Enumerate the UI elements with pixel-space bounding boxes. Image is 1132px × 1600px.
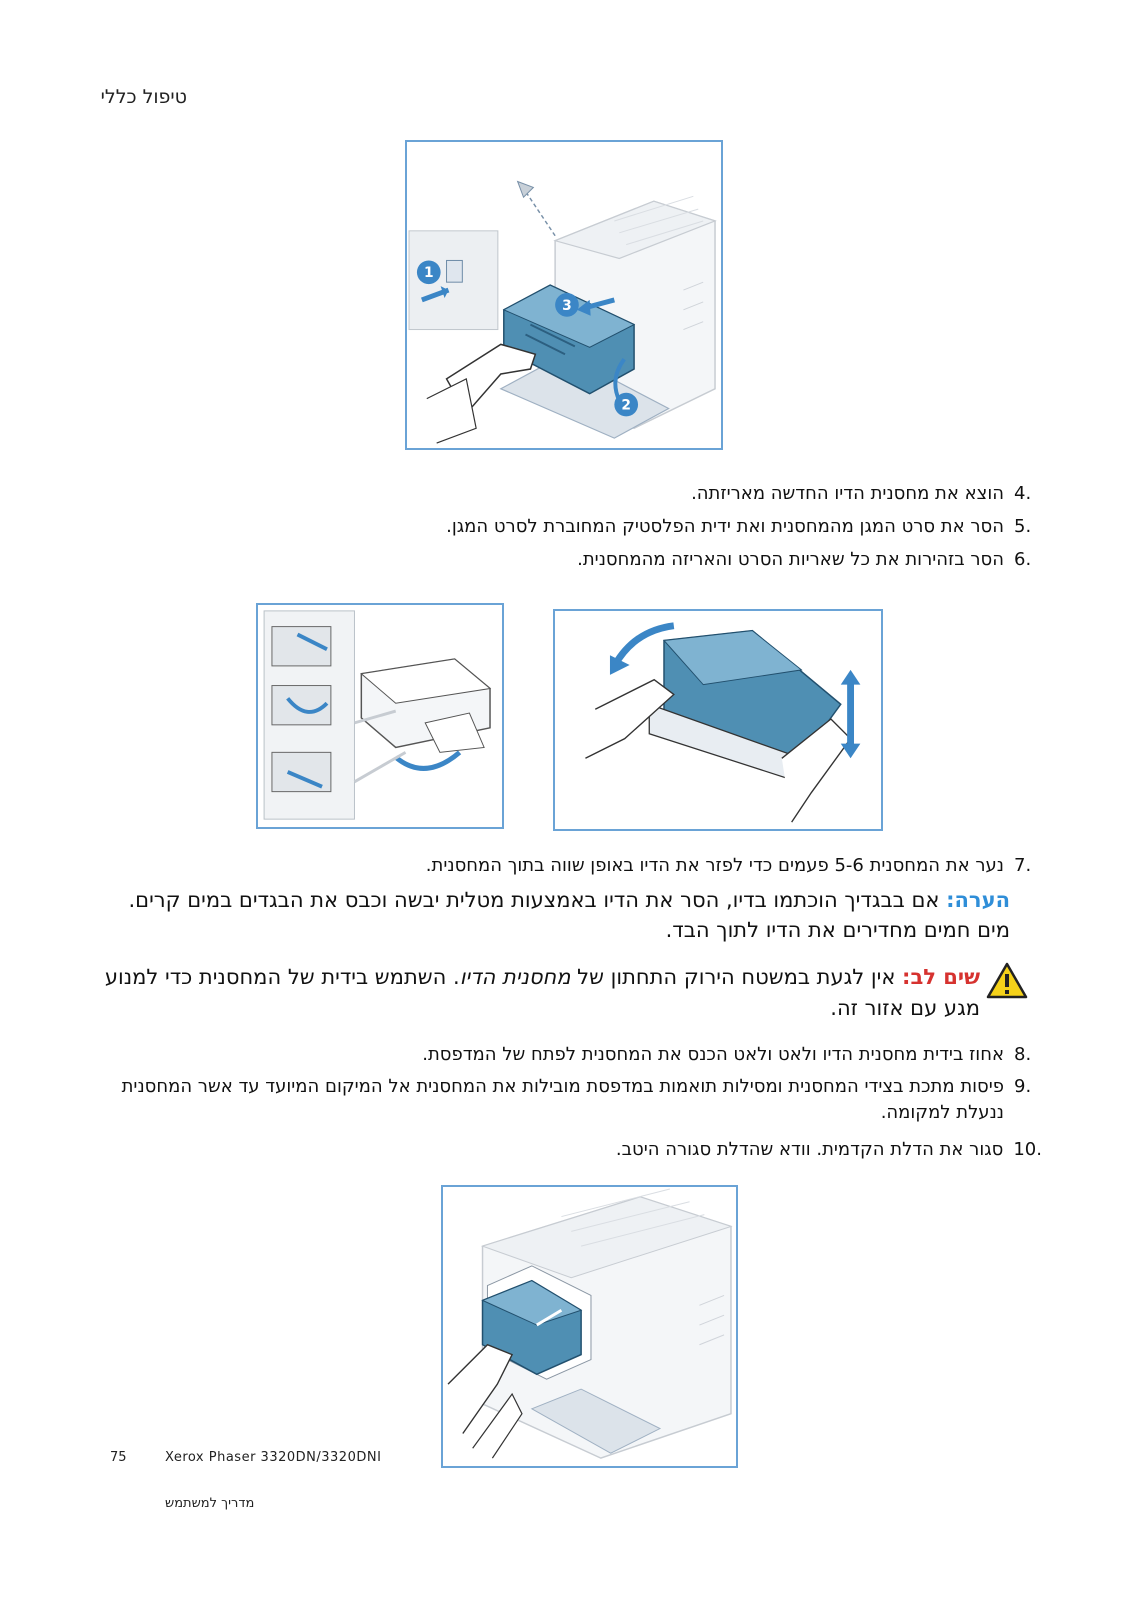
step-10-number: 10. [1013, 1139, 1042, 1160]
figure-remove-tape [256, 603, 504, 829]
step-8-number: 8. [1014, 1044, 1032, 1065]
step-5-text: הסר את סרט המגן מהמחסנית ואת ידית הפלסטיק המחוברת לסרט המגן. [446, 516, 1004, 537]
step-10 [110, 1137, 1042, 1163]
figure-insert-cartridge [441, 1185, 738, 1468]
step-4 [110, 481, 1042, 507]
callout-1 [417, 260, 441, 284]
note [100, 885, 1010, 945]
footer-guide: מדריך למשתמש [165, 1496, 255, 1511]
svg-text:2: 2 [621, 397, 631, 414]
step-8 [110, 1042, 1042, 1068]
caution [100, 962, 1028, 1024]
step-7 [110, 853, 1042, 879]
svg-text:3: 3 [562, 297, 572, 314]
step-5-number: 5. [1014, 516, 1032, 537]
note-label: הערה: [946, 888, 1010, 912]
shake-illustration [555, 611, 881, 829]
step-6-number: 6. [1014, 549, 1032, 570]
warning-icon [986, 962, 1028, 1004]
insert-illustration [443, 1187, 736, 1466]
step-7-text: נער את המחסנית 5-6 פעמים כדי לפזר את הדיו באופן שווה בתוך המחסנית. [425, 855, 1004, 876]
caution-text-before: אין לגעת במשטח הירוק התחתון של [570, 965, 896, 989]
step-4-number: 4. [1014, 483, 1032, 504]
figure-shake-cartridge [553, 609, 883, 831]
step-9-text: פיסות מתכת בצידי המחסנית ומסילות תואמות במדפסת מובילות את המחסנית אל המיקום המיועד עד אשר המחסנית ננעלת למקומה. [121, 1076, 1004, 1123]
page-number: 75 [110, 1450, 127, 1465]
step-9 [110, 1074, 1042, 1126]
step-8-text: אחוז בידית מחסנית הדיו ולאט ולאט הכנס את המחסנית לפתח של המדפסת. [422, 1044, 1004, 1065]
step-6 [110, 547, 1042, 573]
svg-text:1: 1 [423, 265, 434, 282]
step-10-text: סגור את הדלת הקדמית. וודא שהדלת סגורה היטב. [615, 1139, 1004, 1160]
caution-text-italic: מחסנית הדיו [459, 965, 571, 989]
step-4-text: הוצא את מחסנית הדיו החדשה מאריזתה. [691, 483, 1004, 504]
step-9-number: 9. [1014, 1076, 1032, 1097]
note-text: אם בבגדיך הוכתמו בדיו, הסר את הדיו באמצעות מטלית יבשה וכבס את הבגדים במים קרים. מים חמים מחדירים את הדיו לתוך הבד. [128, 888, 1010, 942]
callout-2 [614, 393, 638, 417]
step-5 [110, 514, 1042, 540]
callout-3 [555, 293, 579, 317]
tape-removal-illustration [258, 605, 502, 827]
section-title: טיפול כללי [100, 86, 187, 108]
caution-text-after: . השתמש בידית של המחסנית כדי למנוע מגע עם אזור זה. [104, 965, 980, 1020]
step-7-number: 7. [1014, 855, 1032, 876]
footer-product: Xerox Phaser 3320DN/3320DNI [165, 1450, 382, 1465]
step-6-text: הסר בזהירות את כל שאריות הסרט והאריזה מהמחסנית. [577, 549, 1004, 570]
figure-cartridge-removal [405, 140, 723, 450]
printer-illustration-1 [407, 142, 721, 448]
caution-label: שים לב: [902, 965, 980, 989]
